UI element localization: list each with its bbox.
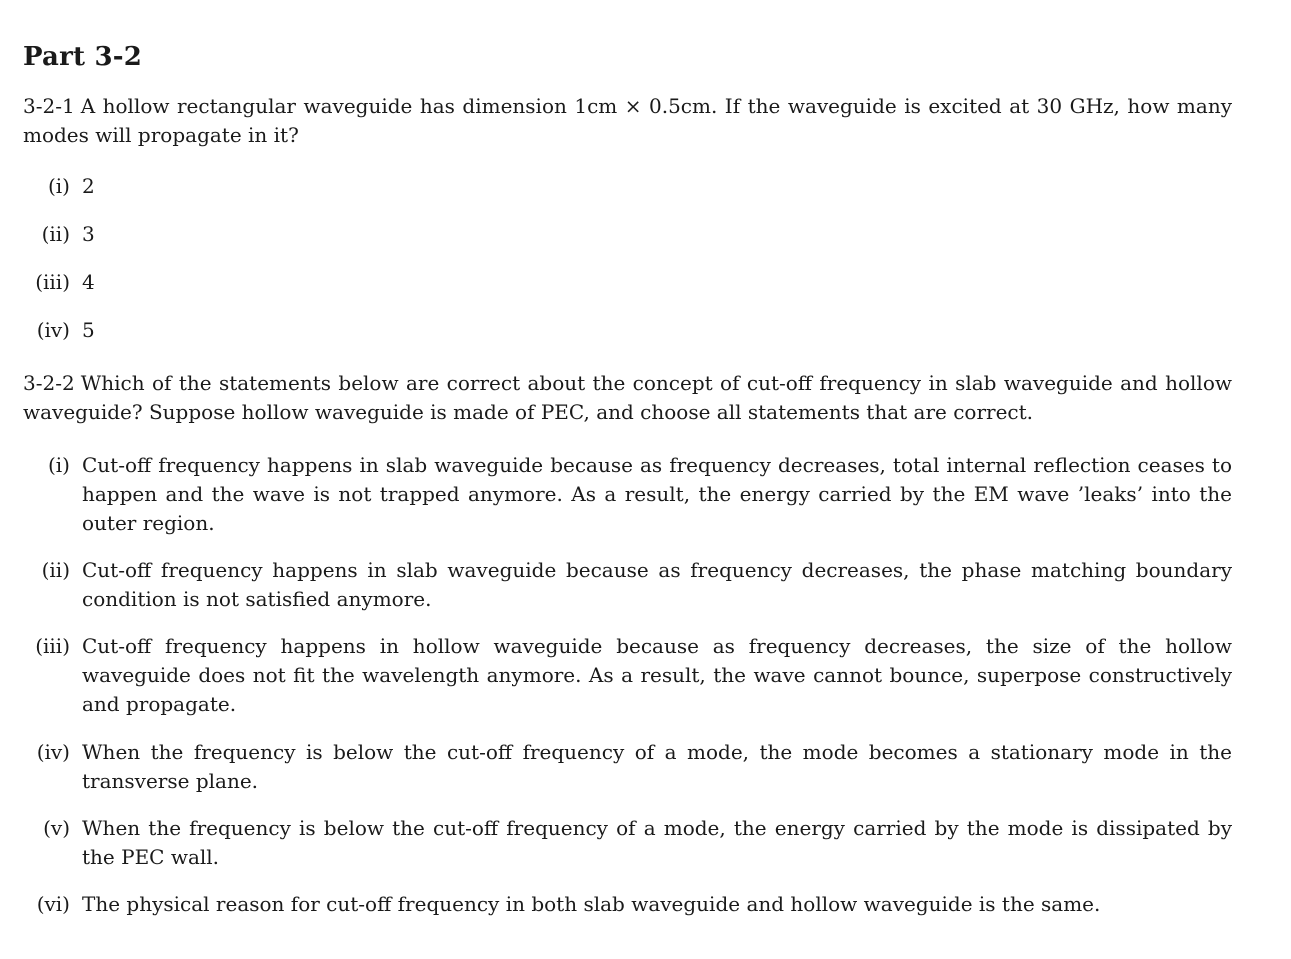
option-text: 4 [82, 270, 95, 294]
option-text: Cut-off frequency happens in hollow waveguide because as frequency decreases, the size of the hollow waveguide does not fit the wavelength anymore. As a result, the wave cannot bounce, superpose constructively and propagate. [82, 634, 1232, 716]
option-label: (vi) [36, 892, 70, 916]
q1-option-iii [23, 268, 1232, 297]
option-label: (v) [43, 816, 70, 840]
option-label: (iv) [36, 318, 70, 342]
option-label: (iii) [35, 270, 70, 294]
q2-option-iii [23, 632, 1232, 719]
question-text: Which of the statements below are correct about the concept of cut-off frequency in slab waveguide and hollow waveguide? Suppose hollow waveguide is made of PEC, and choose all statements that are correct. [23, 371, 1232, 424]
option-text: The physical reason for cut-off frequency in both slab waveguide and hollow waveguide is the same. [82, 892, 1101, 916]
q2-option-ii [23, 556, 1232, 614]
q1-option-iv [23, 316, 1232, 345]
question-3-2-1 [23, 92, 1232, 150]
question-3-2-2 [23, 369, 1232, 427]
q2-option-i [23, 451, 1232, 538]
option-text: When the frequency is below the cut-off frequency of a mode, the energy carried by the mode is dissipated by the PEC wall. [82, 816, 1232, 869]
q1-option-ii [23, 220, 1232, 249]
question-number: 3-2-2 [23, 371, 75, 395]
question-number: 3-2-1 [23, 94, 75, 118]
option-text: When the frequency is below the cut-off frequency of a mode, the mode becomes a stationary mode in the transverse plane. [82, 740, 1232, 793]
section-title: Part 3-2 [23, 42, 143, 72]
question-text: A hollow rectangular waveguide has dimension 1cm × 0.5cm. If the waveguide is excited at 30 GHz, how many modes will propagate in it? [23, 94, 1232, 147]
option-label: (i) [47, 174, 70, 198]
option-label: (ii) [41, 558, 70, 582]
option-label: (iv) [36, 740, 70, 764]
option-label: (iii) [35, 634, 70, 658]
option-text: Cut-off frequency happens in slab waveguide because as frequency decreases, total internal reflection ceases to happen and the wave is not trapped anymore. As a result, the energy carried by the EM wave ’leaks’ into the outer region. [82, 453, 1232, 535]
q2-option-iv [23, 738, 1232, 796]
option-label: (ii) [41, 222, 70, 246]
option-text: Cut-off frequency happens in slab waveguide because as frequency decreases, the phase matching boundary condition is not satisfied anymore. [82, 558, 1232, 611]
option-text: 3 [82, 222, 95, 246]
option-text: 2 [82, 174, 95, 198]
option-text: 5 [82, 318, 95, 342]
option-label: (i) [47, 453, 70, 477]
q1-option-i [23, 172, 1232, 201]
q2-option-v [23, 814, 1232, 872]
q2-option-vi [23, 890, 1232, 919]
